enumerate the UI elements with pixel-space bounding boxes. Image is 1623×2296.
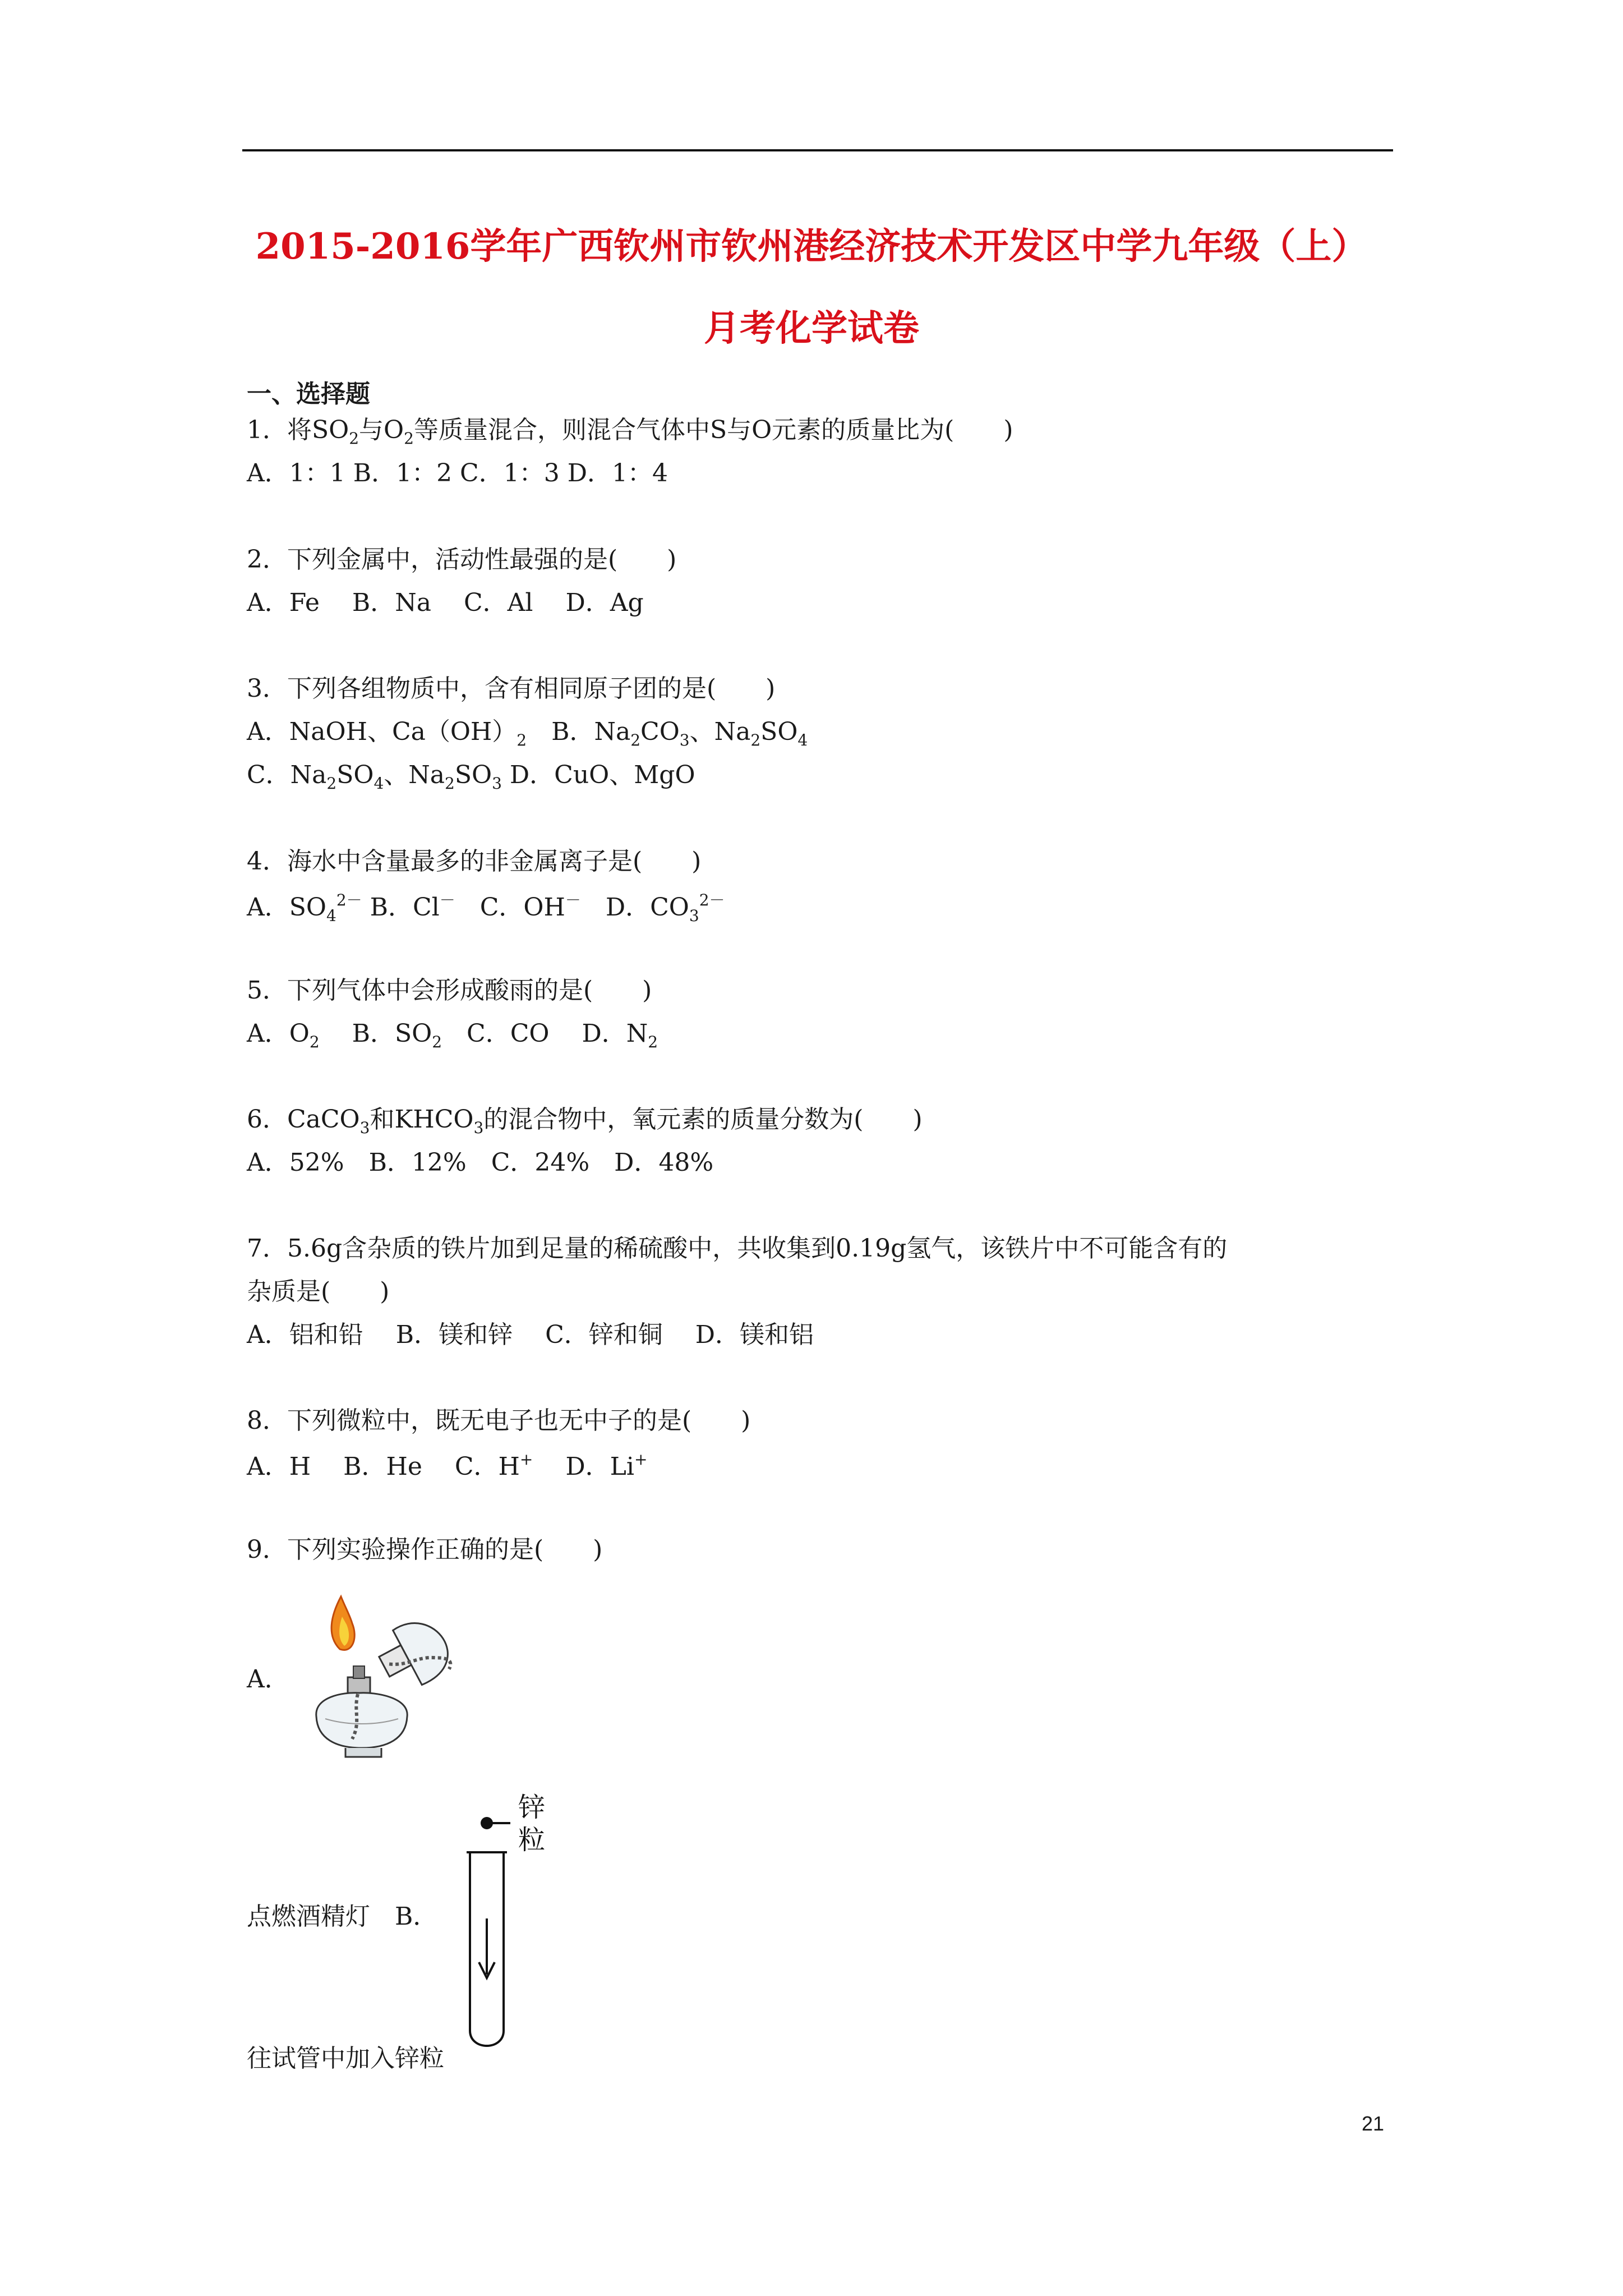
exam-title-line-2: 月考化学试卷 xyxy=(704,307,919,349)
question-6-stem: 6．CaCO$_3$和$KHCO_3$的混合物中，氧元素的质量分数为( ) xyxy=(247,1105,923,1137)
question-4-options: A．$SO_4^{2-}$ B．Cl－ C．OH－ D．$CO_3^{2-}$ xyxy=(247,891,725,925)
question-3-options-1: A．NaOH、$Ca(OH)_2$ B．$Na_2CO_3$、$Na_2SO_4$ xyxy=(247,717,808,749)
zinc-label-1: 锌 xyxy=(518,1792,546,1823)
option-a-caption: 点燃酒精灯 xyxy=(247,1902,370,1931)
question-6-options: A．52% B．12% C．24% D．48% xyxy=(247,1148,714,1177)
question-8-options: A．H B．He C．H+ D．Li+ xyxy=(247,1450,648,1481)
question-3-options-2: C．$Na_2SO_4$、$Na_2SO_3$ D．CuO、MgO xyxy=(247,761,695,793)
question-9-option-b-row xyxy=(247,1904,437,1929)
question-9-option-b-caption: 往试管中加入锌粒 xyxy=(247,2044,444,2073)
page-number: 21 xyxy=(1362,2112,1385,2135)
section-heading: 一、选择题 xyxy=(247,380,370,408)
zinc-label-2: 粒 xyxy=(518,1824,546,1856)
question-7-stem-2: 杂质是( ) xyxy=(247,1277,390,1306)
question-3-stem: 3．下列各组物质中，含有相同原子团的是( ) xyxy=(247,674,776,703)
alcohol-lamp-figure xyxy=(292,1582,460,1773)
question-7-stem-1: 7．5.6g含杂质的铁片加到足量的稀硫酸中，共收集到0.19g氢气，该铁片中不可能含有的 xyxy=(247,1234,1228,1263)
question-9-option-b-label: B． xyxy=(395,1902,438,1931)
question-5-options: A．$O_2$ B．$SO_2$ C．CO D．$N_2$ xyxy=(247,1019,658,1051)
question-2-stem: 2．下列金属中，活动性最强的是( ) xyxy=(247,545,677,574)
header-rule xyxy=(242,149,1393,151)
question-1-stem: 1．将$SO_2$与$O_2$等质量混合，则混合气体中S与O元素的质量比为( ) xyxy=(247,416,1013,448)
exam-title-line-1: 2015-2016学年广西钦州市钦州港经济技术开发区中学九年级（上） xyxy=(255,226,1368,268)
question-5-stem: 5．下列气体中会形成酸雨的是( ) xyxy=(247,976,652,1005)
question-9-option-a-label: A． xyxy=(247,1665,289,1694)
question-2-options: A．Fe B．Na C．Al D．Ag xyxy=(247,588,644,617)
question-4-stem: 4．海水中含量最多的非金属离子是( ) xyxy=(247,847,702,876)
test-tube-figure xyxy=(449,1789,578,2059)
question-8-stem: 8．下列微粒中，既无电子也无中子的是( ) xyxy=(247,1406,751,1435)
question-1-options: A．1：1 B．1：2 C．1：3 D．1：4 xyxy=(247,459,668,487)
question-7-options: A．铝和铅 B．镁和锌 C．锌和铜 D．镁和铝 xyxy=(247,1320,814,1349)
question-9-stem: 9．下列实验操作正确的是( ) xyxy=(247,1535,603,1564)
